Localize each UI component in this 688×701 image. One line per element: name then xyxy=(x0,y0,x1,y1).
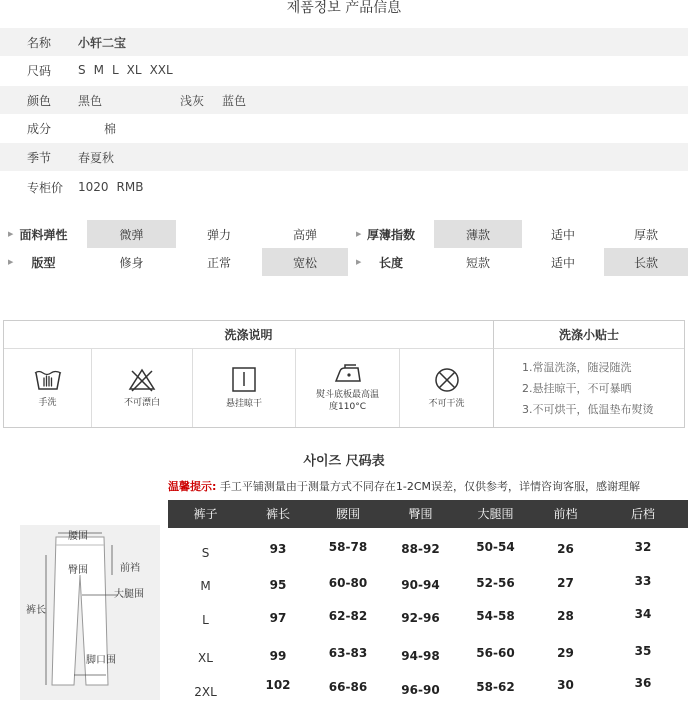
feature-option: 适中 xyxy=(550,227,575,242)
table-header-cell: 裤子 xyxy=(193,507,218,521)
care-section xyxy=(3,320,685,428)
info-label: 专柜价 xyxy=(27,180,64,195)
table-header-cell: 大腿围 xyxy=(477,507,514,521)
table-cell: 58-62 xyxy=(476,680,515,694)
diagram-label-leg-opening: 脚口围 xyxy=(86,655,116,666)
table-cell: 36 xyxy=(634,676,652,690)
hang-dry-icon xyxy=(229,366,259,394)
table-row xyxy=(168,528,688,563)
diagram-label-hip: 臀围 xyxy=(68,565,88,576)
care-item-iron: 熨斗底板最高温度110°C xyxy=(296,349,400,427)
table-cell: 35 xyxy=(634,644,652,658)
feature-option: 长款 xyxy=(604,248,688,276)
info-value: 黑色 浅灰 蓝色 xyxy=(78,93,247,108)
table-row xyxy=(168,632,688,667)
info-label: 名称 xyxy=(27,35,52,50)
table-cell: 33 xyxy=(634,574,652,588)
diagram-label-waist: 腰围 xyxy=(68,531,88,542)
page-title: 제품정보 产品信息 xyxy=(286,0,402,16)
feature-label: ▶ 厚薄指数 xyxy=(356,227,415,242)
table-cell: 28 xyxy=(557,609,574,623)
table-row xyxy=(168,562,688,597)
info-label: 颜色 xyxy=(27,93,52,108)
care-heading: 洗涤说明 xyxy=(4,321,494,349)
feature-label: ▶ 面料弹性 xyxy=(8,227,68,242)
table-cell: 52-56 xyxy=(476,576,515,590)
table-header-cell: 前档 xyxy=(553,507,578,521)
feature-option: 适中 xyxy=(550,255,575,270)
info-label: 季节 xyxy=(27,150,52,165)
table-cell: 88-92 xyxy=(401,542,440,556)
feature-option: 厚款 xyxy=(633,227,658,242)
care-item-no-bleach: 不可漂白 xyxy=(92,349,193,427)
info-value: 1020 RMB xyxy=(78,180,144,194)
feature-option: 修身 xyxy=(119,255,144,270)
table-header-cell: 后档 xyxy=(630,507,655,521)
feature-label: ▶ 版型 xyxy=(8,255,56,270)
table-cell: 34 xyxy=(634,607,652,621)
care-item-hand-wash: 手洗 xyxy=(4,349,92,427)
table-cell: L xyxy=(202,613,209,627)
table-cell: 54-58 xyxy=(476,609,515,623)
table-cell: 96-90 xyxy=(401,683,440,697)
table-header-cell: 腰围 xyxy=(335,507,360,521)
diagram-label-thigh: 大腿围 xyxy=(114,589,144,600)
table-cell: 26 xyxy=(557,542,574,556)
table-header-cell: 臀围 xyxy=(408,507,433,521)
info-row xyxy=(0,143,688,171)
table-cell: M xyxy=(200,579,211,593)
feature-row xyxy=(0,220,688,248)
table-cell: 50-54 xyxy=(476,540,515,554)
table-cell: 94-98 xyxy=(401,649,440,663)
table-cell: 30 xyxy=(557,678,574,692)
info-label: 成分 xyxy=(27,121,52,136)
iron-icon xyxy=(332,363,364,385)
table-cell: 93 xyxy=(269,542,287,556)
table-cell: 99 xyxy=(269,649,287,663)
table-cell: 62-82 xyxy=(328,609,368,623)
arrow-right-icon: ▶ xyxy=(356,258,362,266)
table-cell: 92-96 xyxy=(401,611,440,625)
no-bleach-icon xyxy=(127,367,157,393)
table-cell: 63-83 xyxy=(328,646,368,660)
diagram-label-front-rise: 前裆 xyxy=(120,563,140,574)
no-tumble-dry-icon xyxy=(432,366,462,394)
info-value: 春夏秋 xyxy=(78,150,115,165)
care-tips: 1.常温洗涤，随浸随洗 2.悬挂晾干，不可暴晒 3.不可烘干，低温垫布熨烫 xyxy=(522,361,654,416)
feature-option: 短款 xyxy=(465,255,490,270)
table-cell: XL xyxy=(198,651,213,665)
table-cell: 66-86 xyxy=(328,680,368,694)
info-value: 小轩二宝 xyxy=(78,35,127,50)
table-cell: 60-80 xyxy=(328,576,368,590)
info-row xyxy=(0,56,688,84)
table-cell: 32 xyxy=(634,540,652,554)
table-header-cell: 裤长 xyxy=(265,507,290,521)
info-row xyxy=(0,114,688,142)
info-value: S M L XL XXL xyxy=(78,63,173,77)
table-row xyxy=(168,597,688,632)
table-cell: 95 xyxy=(269,578,287,592)
table-cell: 90-94 xyxy=(401,578,440,592)
feature-option: 弹力 xyxy=(206,227,231,242)
feature-label: ▶ 长度 xyxy=(356,255,403,270)
size-notice: 温馨提示: 手工平铺测量由于测量方式不同存在1-2CM误差，仅供参考，详情咨询客服，感谢理解 xyxy=(168,480,641,493)
care-item-no-tumble-dry: 不可干洗 xyxy=(400,349,494,427)
info-value: 棉 xyxy=(104,121,117,136)
care-item-hang-dry: 悬挂晾干 xyxy=(193,349,296,427)
info-row xyxy=(0,173,688,201)
table-cell: S xyxy=(201,546,210,560)
feature-option: 宽松 xyxy=(262,248,348,276)
table-cell: 97 xyxy=(269,611,287,625)
table-cell: 58-78 xyxy=(328,540,368,554)
arrow-right-icon: ▶ xyxy=(8,258,14,266)
info-label: 尺码 xyxy=(27,63,52,78)
feature-option: 微弹 xyxy=(87,220,176,248)
info-row xyxy=(0,86,688,114)
size-title: 사이즈 尺码表 xyxy=(303,454,385,469)
pants-diagram xyxy=(20,525,160,700)
feature-option: 薄款 xyxy=(434,220,522,248)
table-cell: 102 xyxy=(265,678,291,692)
feature-option: 正常 xyxy=(206,255,231,270)
arrow-right-icon: ▶ xyxy=(8,230,14,238)
info-row xyxy=(0,28,688,56)
care-tips-heading: 洗涤小贴士 xyxy=(494,321,684,349)
feature-option: 高弹 xyxy=(292,227,317,242)
feature-row xyxy=(0,248,688,276)
table-cell: 29 xyxy=(557,646,574,660)
arrow-right-icon: ▶ xyxy=(356,230,362,238)
table-cell: 2XL xyxy=(194,685,217,699)
diagram-label-length: 裤长 xyxy=(26,605,46,616)
table-row xyxy=(168,666,688,701)
hand-wash-icon xyxy=(33,367,63,393)
table-cell: 27 xyxy=(557,576,574,590)
size-table-header xyxy=(168,500,688,528)
table-cell: 56-60 xyxy=(476,646,515,660)
